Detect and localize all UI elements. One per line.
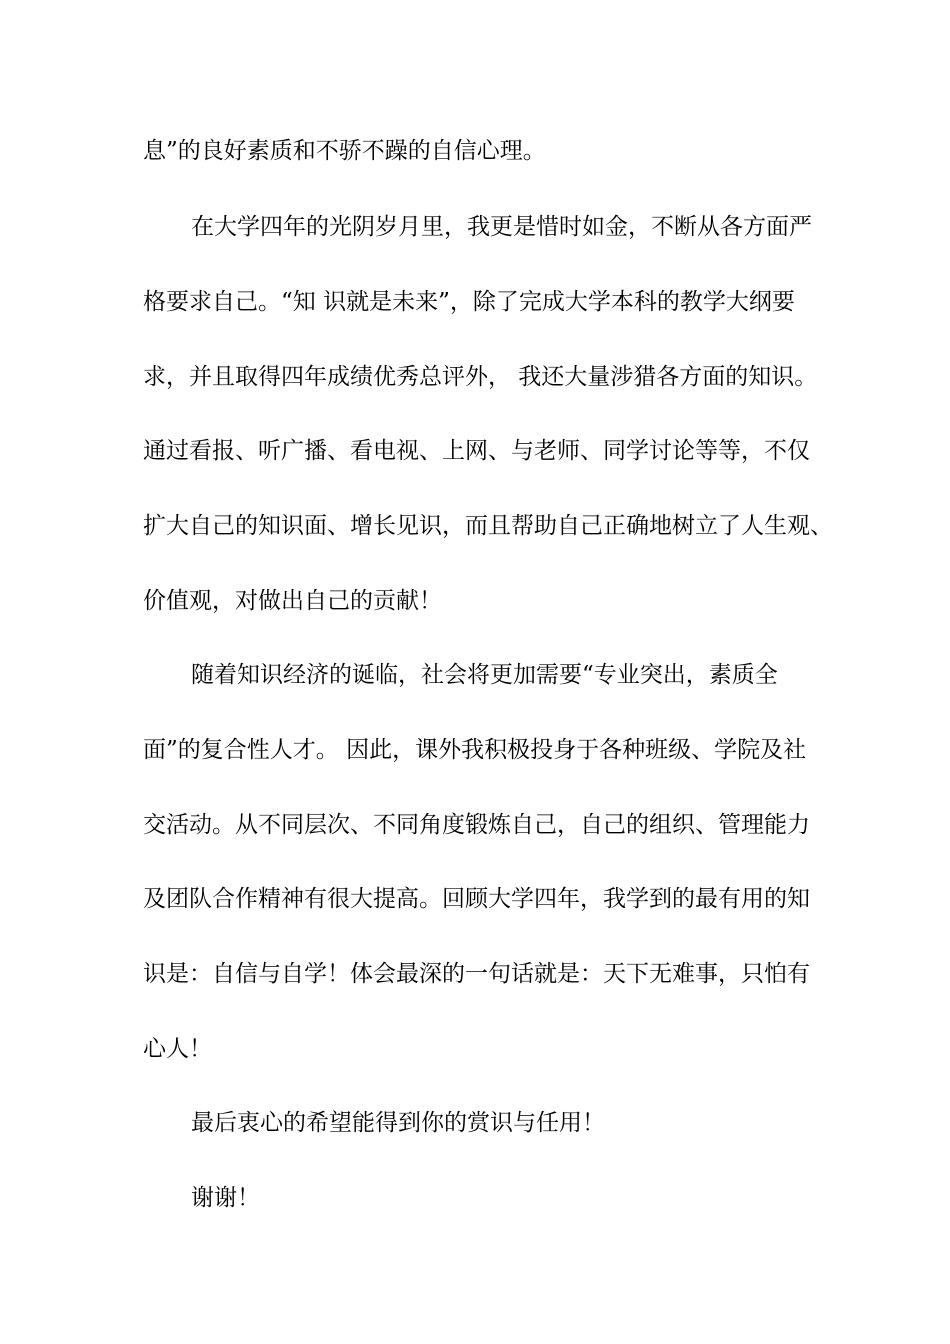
text-line: 随着知识经济的诞临，社会将更加需要“专业突出，素质全 xyxy=(191,662,778,688)
text-line: 在大学四年的光阴岁月里，我更是惜时如金，不断从各方面严 xyxy=(191,214,812,240)
text-line: 通过看报、听广播、看电视、上网、与老师、同学讨论等等，不仅 xyxy=(143,438,810,464)
text-line: 心人！ xyxy=(143,1036,212,1062)
text-line: 最后衷心的希望能得到你的赏识与任用！ xyxy=(191,1110,605,1136)
text-line: 识是：自信与自学！体会最深的一句话就是：天下无难事，只怕有 xyxy=(143,961,810,987)
text-line: 息”的良好素质和不骄不躁的自信心理。 xyxy=(143,138,546,164)
text-line: 求，并且取得四年成绩优秀总评外， 我还大量涉猎各方面的知识。 xyxy=(143,364,818,390)
text-line: 谢谢！ xyxy=(191,1185,260,1211)
text-line: 扩大自己的知识面、增长见识，而且帮助自己正确地树立了人生观、 xyxy=(143,513,833,539)
text-line: 及团队合作精神有很大提高。回顾大学四年，我学到的最有用的知 xyxy=(143,886,810,912)
text-line: 交活动。从不同层次、不同角度锻炼自己，自己的组织、管理能力 xyxy=(143,812,810,838)
text-line: 格要求自己。“知 识就是未来”，除了完成大学本科的教学大纲要 xyxy=(143,289,795,315)
text-line: 面”的复合性人才。 因此，课外我积极投身于各种班级、学院及社 xyxy=(143,737,807,763)
text-line: 价值观，对做出自己的贡献！ xyxy=(143,588,442,614)
